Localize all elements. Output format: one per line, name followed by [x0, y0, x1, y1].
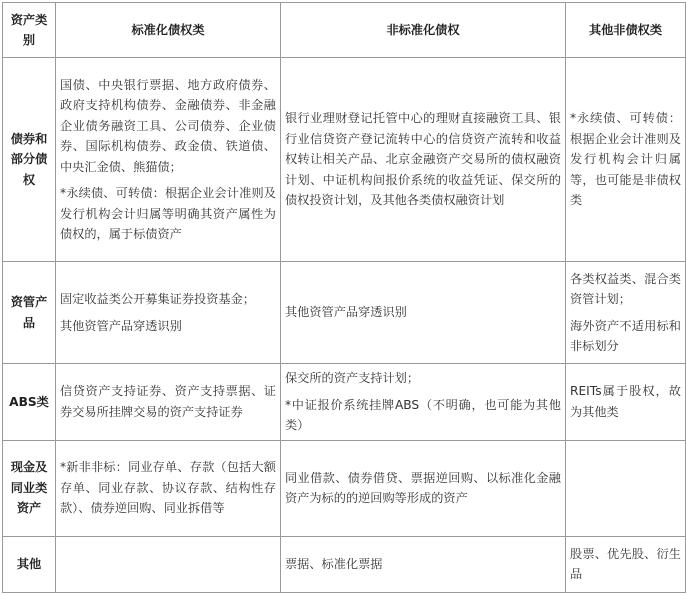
cell-text: 其他资管产品穿透识别 [60, 318, 182, 333]
cell-text: 其他资管产品穿透识别 [285, 305, 407, 320]
cell-other [566, 58, 686, 262]
table-row [3, 262, 686, 364]
cell-nonstandard [281, 364, 566, 441]
cell-other [566, 536, 686, 592]
row-label: 资管产品 [3, 262, 56, 364]
header-asset-category: 资产类别 [3, 3, 56, 58]
header-nonstandard-debt: 非标准化债权 [281, 3, 566, 58]
cell-nonstandard [281, 440, 566, 536]
table-row [3, 440, 686, 536]
cell-text: *中证报价系统挂牌ABS（不明确，也可能为其他类） [285, 397, 561, 432]
cell-other [566, 262, 686, 364]
cell-nonstandard [281, 58, 566, 262]
cell-text: 同业借款、债券借贷、票据逆回购、以标准化金融资产为标的的逆回购等形成的资产 [285, 470, 561, 505]
asset-classification-table [2, 2, 686, 593]
cell-text: 保交所的资产支持计划； [285, 371, 420, 385]
cell-text: 固定收益类公开募集证券投资基金； [60, 292, 255, 306]
cell-text: 银行业理财登记托管中心的理财直接融资工具、银行业信贷资产登记流转中心的信贷资产流转和收益权转让相关产品、北京金融资产交易所的债权融资计划、中证机构间报价系统的收益凭证、保交所的债权投资计划，及其他各类债权融资计划 [285, 111, 561, 208]
cell-text: *永续债、可转债：根据企业会计准则及发行机构会计归属等明确其资产属性为债权的，属于标债资产 [60, 186, 276, 241]
cell-other [566, 364, 686, 441]
cell-text: 票据、标准化票据 [285, 556, 383, 571]
cell-nonstandard [281, 536, 566, 592]
cell-text: 国债、中央银行票据、地方政府债券、政府支持机构债券、金融债券、非金融企业债务融资工具、公司债券、企业债券、国际机构债券、政金债、铁道债、中央汇金债、熊猫债； [60, 77, 276, 174]
row-label: ABS类 [3, 364, 56, 441]
cell-standard [56, 262, 281, 364]
cell-standard-empty [56, 536, 281, 592]
cell-text: 信贷资产支持证券、资产支持票据、证券交易所挂牌交易的资产支持证券 [60, 384, 276, 419]
table-row [3, 536, 686, 592]
header-standard-debt: 标准化债权类 [56, 3, 281, 58]
cell-text: *永续债、可转债：根据企业会计准则及发行机构会计归属等，也可能是非债权类 [570, 111, 681, 208]
cell-standard [56, 58, 281, 262]
cell-other-empty [566, 440, 686, 536]
cell-standard [56, 440, 281, 536]
cell-text: *新非非标：同业存单、存款（包括大额存单、同业存款、协议存款、结构性存款）、债券逆回购、同业拆借等 [60, 460, 276, 516]
row-label: 债券和部分债权 [3, 58, 56, 262]
row-label: 现金及同业类资产 [3, 440, 56, 536]
row-label: 其他 [3, 536, 56, 592]
header-row [3, 3, 686, 58]
cell-standard [56, 364, 281, 441]
header-other-non-debt: 其他非债权类 [566, 3, 686, 58]
cell-text: 各类权益类、混合类资管计划； [570, 271, 681, 306]
cell-text: REITs属于股权，故为其他类 [570, 384, 681, 419]
cell-text: 股票、优先股、衍生品 [570, 546, 681, 581]
cell-nonstandard [281, 262, 566, 364]
table-row [3, 58, 686, 262]
cell-text: 海外资产不适用标和非标划分 [570, 318, 681, 353]
table-row [3, 364, 686, 441]
